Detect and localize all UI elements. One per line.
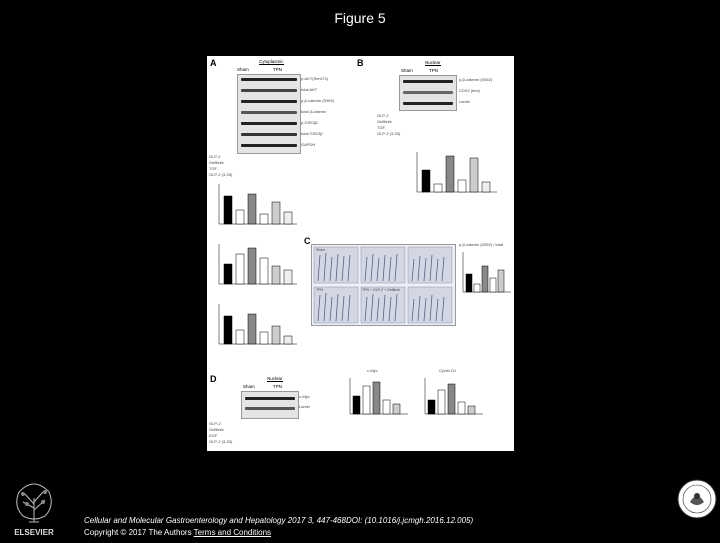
panel-d-header: Nuclear (267, 376, 283, 381)
figure-image (207, 56, 514, 451)
panel-a-bar-charts (207, 176, 302, 416)
journal-seal-logo (676, 478, 718, 520)
citation: Cellular and Molecular Gastroenterology and Hepatology 2017 3, 447-468DOI: (10.1016/j.jcmgh.2016.12.005) (84, 516, 474, 525)
panel-c-image-label: TPN (316, 288, 323, 292)
citation-text (84, 516, 473, 525)
panel-b-treatment: GLP-2 (3-33) (377, 131, 401, 136)
panel-a-blot-label: p-GSK3β (301, 120, 318, 125)
panel-d-chart-title: Cyclin D1 (439, 368, 457, 373)
panel-d-treatment: Gefitinib (209, 427, 224, 432)
panel-a-label: A (210, 58, 217, 68)
panel-a-treatment: Gefitinib (209, 160, 224, 165)
panel-d-treatment: GLP-2 (3-33) (209, 439, 233, 444)
panel-d-group-tpn: TPN (273, 384, 282, 389)
panel-b-treatment: Gefitinib (377, 119, 392, 124)
panel-d-group-sham: Sham (243, 384, 255, 389)
panel-c-histology-grid (311, 244, 456, 326)
panel-b-label: B (357, 58, 364, 68)
panel-a-western-blot (237, 74, 301, 154)
panel-a-blot-label: p-β-catenin (S552) (301, 98, 335, 103)
panel-a-treatment: GLP-2 (3-33) (209, 172, 233, 177)
panel-b-treatment: GLP-2 (377, 113, 389, 118)
panel-a-group-tpn: TPN (273, 67, 282, 72)
panel-d-treatment: GLP-2 (209, 421, 221, 426)
panel-d-blot-label: c-Myc (299, 394, 310, 399)
panel-b-blot-label: p-β-catenin (S552) (459, 77, 493, 82)
panel-b-group-tpn: TPN (429, 68, 438, 73)
panel-b-western-blot (399, 75, 457, 111)
svg-text:ELSEVIER: ELSEVIER (14, 528, 54, 537)
panel-c-bar-chart (455, 248, 513, 323)
slide-title: Figure 5 (334, 10, 386, 26)
elsevier-logo (5, 478, 63, 538)
copyright-text: Copyright © 2017 The Authors (84, 528, 194, 537)
panel-b-blot-label: Lamin (459, 99, 470, 104)
panel-b-blot-label: CDX2 (blot) (459, 88, 480, 93)
panel-d-label: D (210, 374, 217, 384)
panel-a-blot-label: GAPDH (301, 142, 316, 147)
panel-d-western-blot (241, 391, 299, 419)
panel-c-image-label: TPN + GLP-2 + Gefitinib (362, 288, 400, 292)
panel-b-bar-chart (397, 146, 507, 226)
panel-b-header: Nuclear (425, 60, 441, 65)
panel-d-bar-chart-cmyc (342, 374, 412, 444)
panel-b-treatment: TGF (377, 125, 385, 130)
panel-c-chart-title: p-β-catenin (S552) / total (459, 242, 504, 247)
panel-c-image-label: Sham (316, 248, 326, 252)
panel-b-group-sham: Sham (401, 68, 413, 73)
panel-d-chart-title: c-Myc (367, 368, 378, 373)
panel-a-header: Cytoplasmic (259, 59, 284, 64)
panel-a-treatment: GLP-2 (209, 154, 221, 159)
panel-c-label: C (304, 236, 311, 246)
panel-d-blot-label: Lamin (299, 404, 310, 409)
copyright-line (84, 528, 271, 537)
panel-a-blot-label: p-AKT(Ser473) (301, 76, 328, 81)
terms-and-conditions-link[interactable]: Terms and Conditions (193, 528, 272, 537)
panel-a-group-sham: Sham (237, 67, 249, 72)
panel-a-blot-label: total β-catenin (301, 109, 327, 114)
panel-a-blot-label: total GSK3β (301, 131, 323, 136)
panel-a-treatment: TGF (209, 166, 217, 171)
panel-d-treatment: EGF (209, 433, 218, 438)
panel-d-bar-chart-cyclin (417, 374, 487, 444)
panel-a-blot-label: total AKT (301, 87, 318, 92)
